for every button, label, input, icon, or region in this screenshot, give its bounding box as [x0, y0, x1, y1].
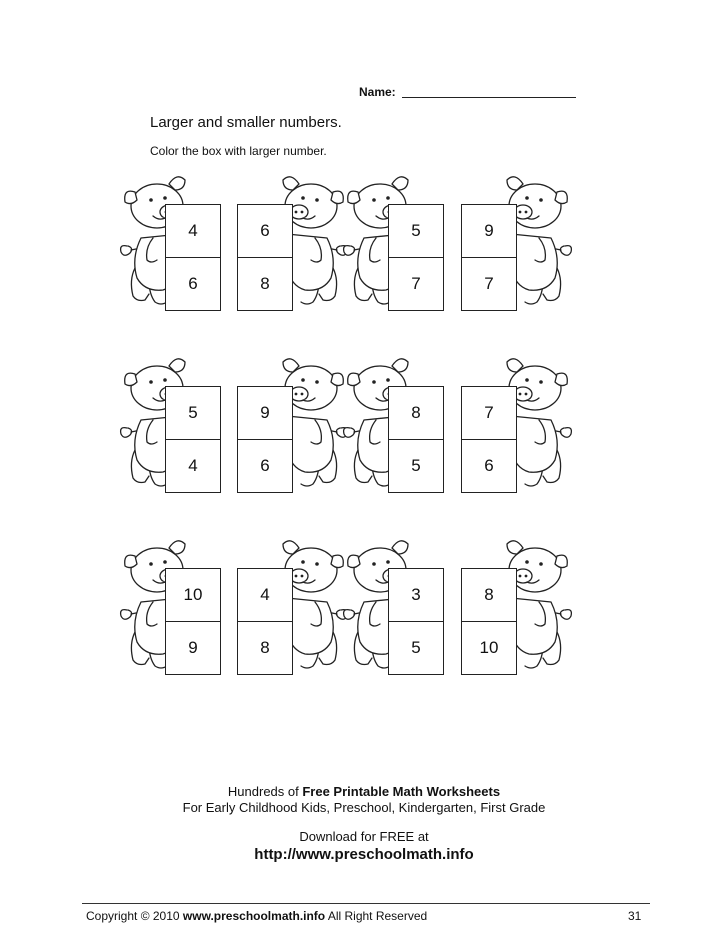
number-box-bottom[interactable]: 6: [237, 439, 293, 493]
number-box-bottom[interactable]: 4: [165, 439, 221, 493]
number-box-bottom[interactable]: 10: [461, 621, 517, 675]
footer-divider: [82, 903, 650, 904]
number-box-bottom[interactable]: 7: [388, 257, 444, 311]
number-box-bottom[interactable]: 7: [461, 257, 517, 311]
copyright-prefix: Copyright © 2010: [86, 909, 183, 923]
pig-card: [449, 532, 579, 682]
footer-line-1-bold: Free Printable Math Worksheets: [302, 784, 501, 799]
worksheet-instruction: Color the box with larger number.: [150, 144, 327, 158]
pig-card: [336, 532, 466, 682]
name-field[interactable]: [402, 97, 576, 98]
footer-line-2: For Early Childhood Kids, Preschool, Kindergarten, First Grade: [182, 800, 546, 815]
number-box-top[interactable]: 5: [165, 386, 221, 440]
number-box-bottom[interactable]: 6: [461, 439, 517, 493]
footer-line-1: [0, 784, 728, 799]
copyright-suffix: All Right Reserved: [325, 909, 428, 923]
pig-card: [449, 350, 579, 500]
number-box-top[interactable]: 10: [165, 568, 221, 622]
number-box-top[interactable]: 9: [461, 204, 517, 258]
number-box-bottom[interactable]: 5: [388, 621, 444, 675]
pig-card: [449, 168, 579, 318]
number-box-bottom[interactable]: 8: [237, 257, 293, 311]
pig-card: [336, 168, 466, 318]
pig-card: [113, 168, 243, 318]
number-box-top[interactable]: 8: [388, 386, 444, 440]
pig-card: [113, 350, 243, 500]
number-box-top[interactable]: 6: [237, 204, 293, 258]
number-box-top[interactable]: 4: [237, 568, 293, 622]
footer-line-3: Download for FREE at: [299, 829, 429, 844]
number-box-bottom[interactable]: 5: [388, 439, 444, 493]
page-number: 31: [628, 909, 642, 923]
number-box-top[interactable]: 7: [461, 386, 517, 440]
footer-url-link[interactable]: http://www.preschoolmath.info: [254, 846, 474, 863]
number-box-top[interactable]: 9: [237, 386, 293, 440]
number-box-top[interactable]: 5: [388, 204, 444, 258]
copyright-text: [86, 909, 427, 923]
name-label: Name:: [359, 85, 396, 99]
worksheet-title: Larger and smaller numbers.: [150, 114, 342, 131]
number-box-top[interactable]: 4: [165, 204, 221, 258]
number-box-top[interactable]: 3: [388, 568, 444, 622]
number-box-top[interactable]: 8: [461, 568, 517, 622]
pig-card: [113, 532, 243, 682]
pig-card: [336, 350, 466, 500]
number-box-bottom[interactable]: 9: [165, 621, 221, 675]
copyright-site-link[interactable]: www.preschoolmath.info: [182, 909, 326, 923]
number-box-bottom[interactable]: 6: [165, 257, 221, 311]
number-box-bottom[interactable]: 8: [237, 621, 293, 675]
footer-line-1-prefix: Hundreds of: [227, 784, 303, 799]
